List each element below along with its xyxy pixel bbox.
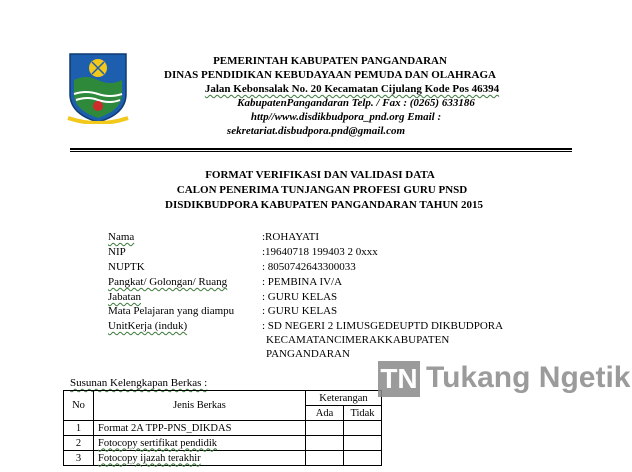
table-row <box>64 421 382 436</box>
row-tidak-cell <box>344 436 382 451</box>
header-line-6: sekretariat.disbudpora.pnd@gmail.com <box>226 125 406 137</box>
watermark-brand-text: Tukang Ngetik <box>426 361 631 394</box>
row-jenis: Fotocopy sertifikat pendidik <box>94 436 306 451</box>
field-value-nip: :19640718 199403 2 0xxx <box>262 246 378 258</box>
table-header-no: No <box>64 391 94 421</box>
table-header-keterangan: Keterangan <box>306 391 382 406</box>
header-rule-thick <box>70 148 572 150</box>
field-label-jabatan: Jabatan <box>108 291 141 303</box>
field-value-jabatan: : GURU KELAS <box>262 291 338 303</box>
row-jenis: Fotocopy ijazah terakhir <box>94 451 306 466</box>
table-row <box>64 436 382 451</box>
watermark-tn-badge: TN <box>378 361 420 397</box>
field-value-mapel: : GURU KELAS <box>262 305 338 317</box>
doc-title-line-3: DISDIKBUDPORA KABUPATEN PANGANDARAN TAHUN 2015 <box>165 199 483 211</box>
header-line-5: http//www.disdikbudpora_pnd.org Email : <box>250 111 442 123</box>
field-label-unit-kerja: UnitKerja (induk) <box>108 320 188 332</box>
header-line-3: Jalan Kebonsalak No. 20 Kecamatan Cijulang Kode Pos 46394 <box>204 83 500 95</box>
table-row <box>64 451 382 466</box>
field-label-nuptk: NUPTK <box>108 261 145 273</box>
field-value-unit-kerja-cont-1: KECAMATANCIMERAKKABUPATEN <box>266 334 450 346</box>
susunan-berkas-label: Susunan Kelengkapan Berkas : <box>70 377 208 389</box>
header-line-4: KabupatenPangandaran Telp. / Fax : (0265) 633186 <box>237 97 475 109</box>
row-no: 1 <box>64 421 94 436</box>
field-label-nama: Nama <box>108 231 135 243</box>
row-no: 2 <box>64 436 94 451</box>
field-label-pangkat: Pangkat/ Golongan/ Ruang <box>108 276 228 288</box>
doc-title-line-1: FORMAT VERIFIKASI DAN VALIDASI DATA <box>205 169 435 181</box>
row-ada-cell <box>306 421 344 436</box>
field-value-nuptk: : 8050742643300033 <box>262 261 356 273</box>
field-value-unit-kerja-cont-2: PANGANDARAN <box>266 348 350 360</box>
row-jenis: Format 2A TPP-PNS_DIKDAS <box>94 421 306 436</box>
row-no: 3 <box>64 451 94 466</box>
field-label-nip: NIP <box>108 246 126 258</box>
header-line-2: DINAS PENDIDIKAN KEBUDAYAAN PEMUDA DAN OLAHRAGA <box>164 69 496 81</box>
field-value-pangkat: : PEMBINA IV/A <box>262 276 343 288</box>
row-tidak-cell <box>344 421 382 436</box>
berkas-table <box>63 390 382 466</box>
table-header-jenis: Jenis Berkas <box>94 391 306 421</box>
field-value-nama: :ROHAYATI <box>262 231 320 243</box>
row-ada-cell <box>306 451 344 466</box>
row-tidak-cell <box>344 451 382 466</box>
table-header-tidak: Tidak <box>344 406 382 421</box>
watermark <box>378 355 631 407</box>
field-label-mapel: Mata Pelajaran yang diampu <box>108 305 235 317</box>
row-ada-cell <box>306 436 344 451</box>
field-value-unit-kerja: : SD NEGERI 2 LIMUSGEDEUPTD DIKBUDPORA <box>262 320 504 332</box>
table-header-ada: Ada <box>306 406 344 421</box>
header-rule-thin <box>70 151 572 152</box>
header-line-1: PEMERINTAH KABUPATEN PANGANDARAN <box>213 55 447 67</box>
doc-title-line-2: CALON PENERIMA TUNJANGAN PROFESI GURU PNSD <box>176 184 468 196</box>
